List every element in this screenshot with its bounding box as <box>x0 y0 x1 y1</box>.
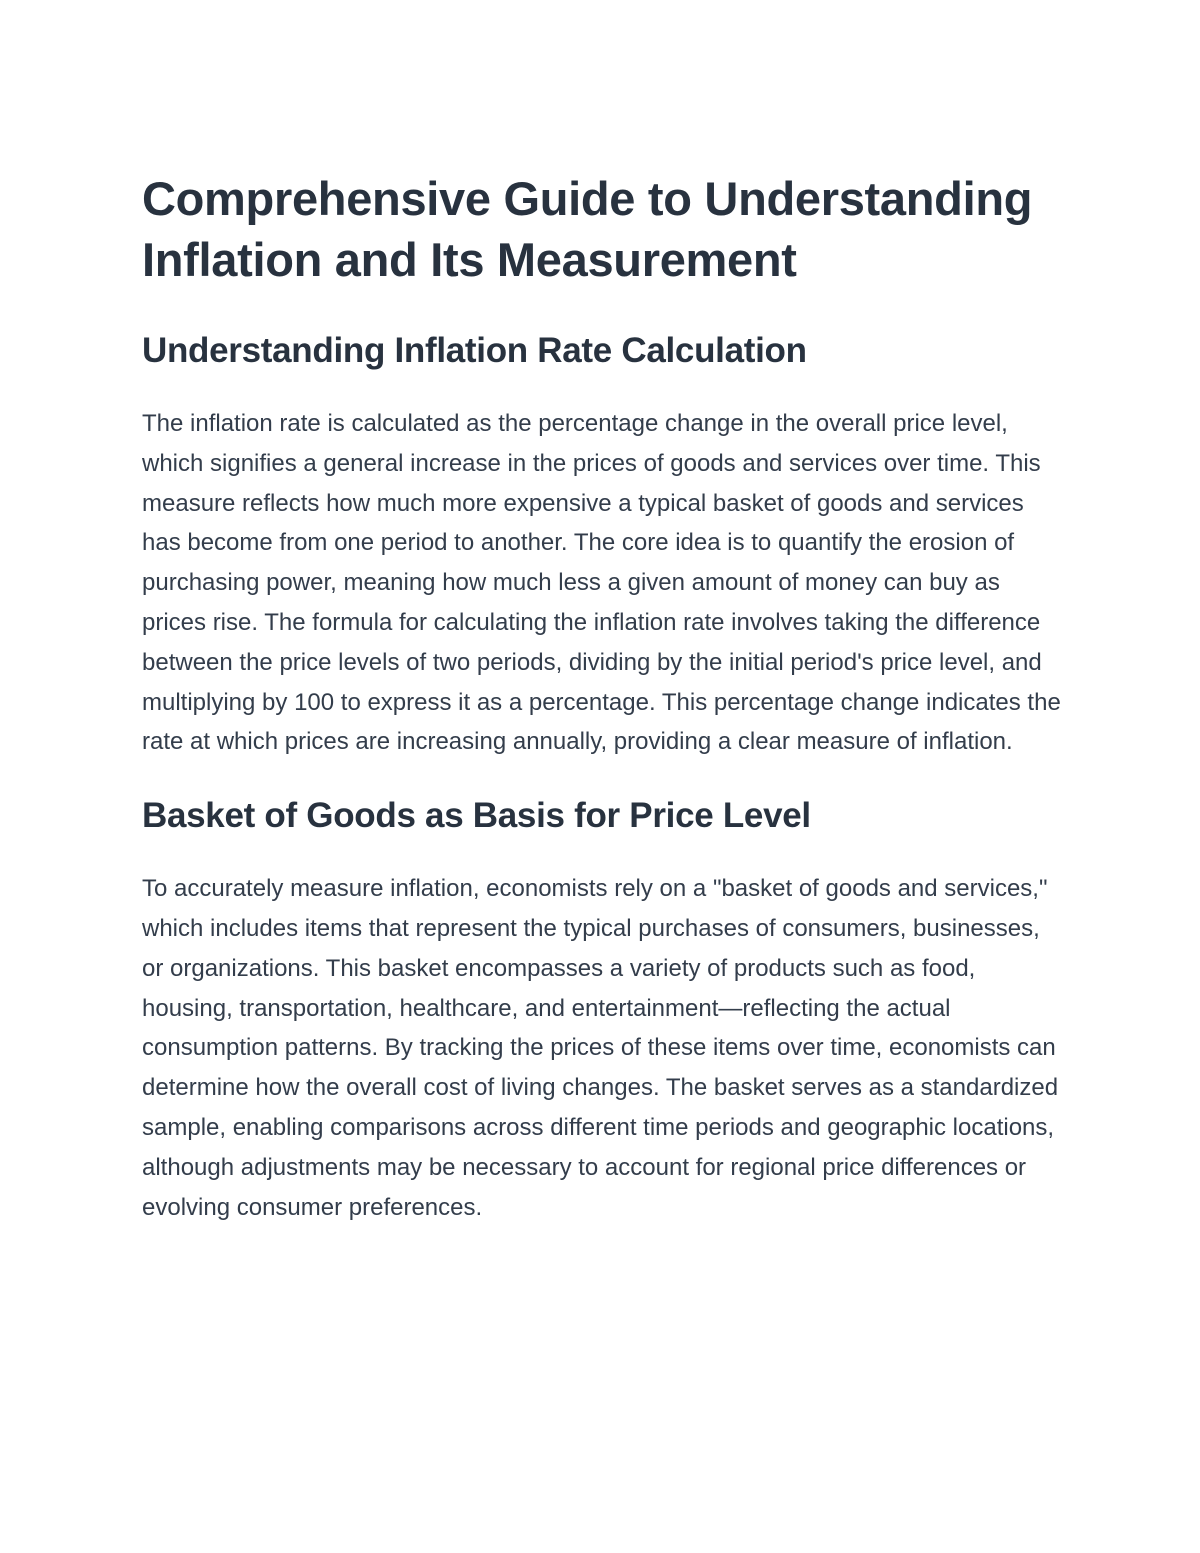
section-inflation-rate-calculation <box>142 329 1062 762</box>
section-basket-of-goods <box>142 794 1062 1227</box>
section-paragraph: The inflation rate is calculated as the percentage change in the overall price level, which signifies a general increase in the prices of goods and services over time. This measure reflects how much more expensive a typical basket of goods and services has become from one period to another. The core idea is to quantify the erosion of purchasing power, meaning how much less a given amount of money can buy as prices rise. The formula for calculating the inflation rate involves taking the difference between the price levels of two periods, dividing by the initial period's price level, and multiplying by 100 to express it as a percentage. This percentage change indicates the rate at which prices are increasing annually, providing a clear measure of inflation. <box>142 410 1061 756</box>
section-heading: Understanding Inflation Rate Calculation <box>142 331 807 370</box>
section-heading: Basket of Goods as Basis for Price Level <box>142 796 811 836</box>
section-paragraph: To accurately measure inflation, economists rely on a "basket of goods and services," which includes items that represent the typical purchases of consumers, businesses, or organizations. This basket encompasses a variety of products such as food, housing, transportation, healthcare, and entertainment—reflecting the actual consumption patterns. By tracking the prices of these items over time, economists can determine how the overall cost of living changes. The basket serves as a standardized sample, enabling comparisons across different time periods and geographic locations, although adjustments may be necessary to account for regional price differences or evolving consumer preferences. <box>142 875 1059 1221</box>
document-page <box>142 168 1062 1227</box>
document-title: Comprehensive Guide to Understanding Inflation and Its Measurement <box>142 172 1033 286</box>
